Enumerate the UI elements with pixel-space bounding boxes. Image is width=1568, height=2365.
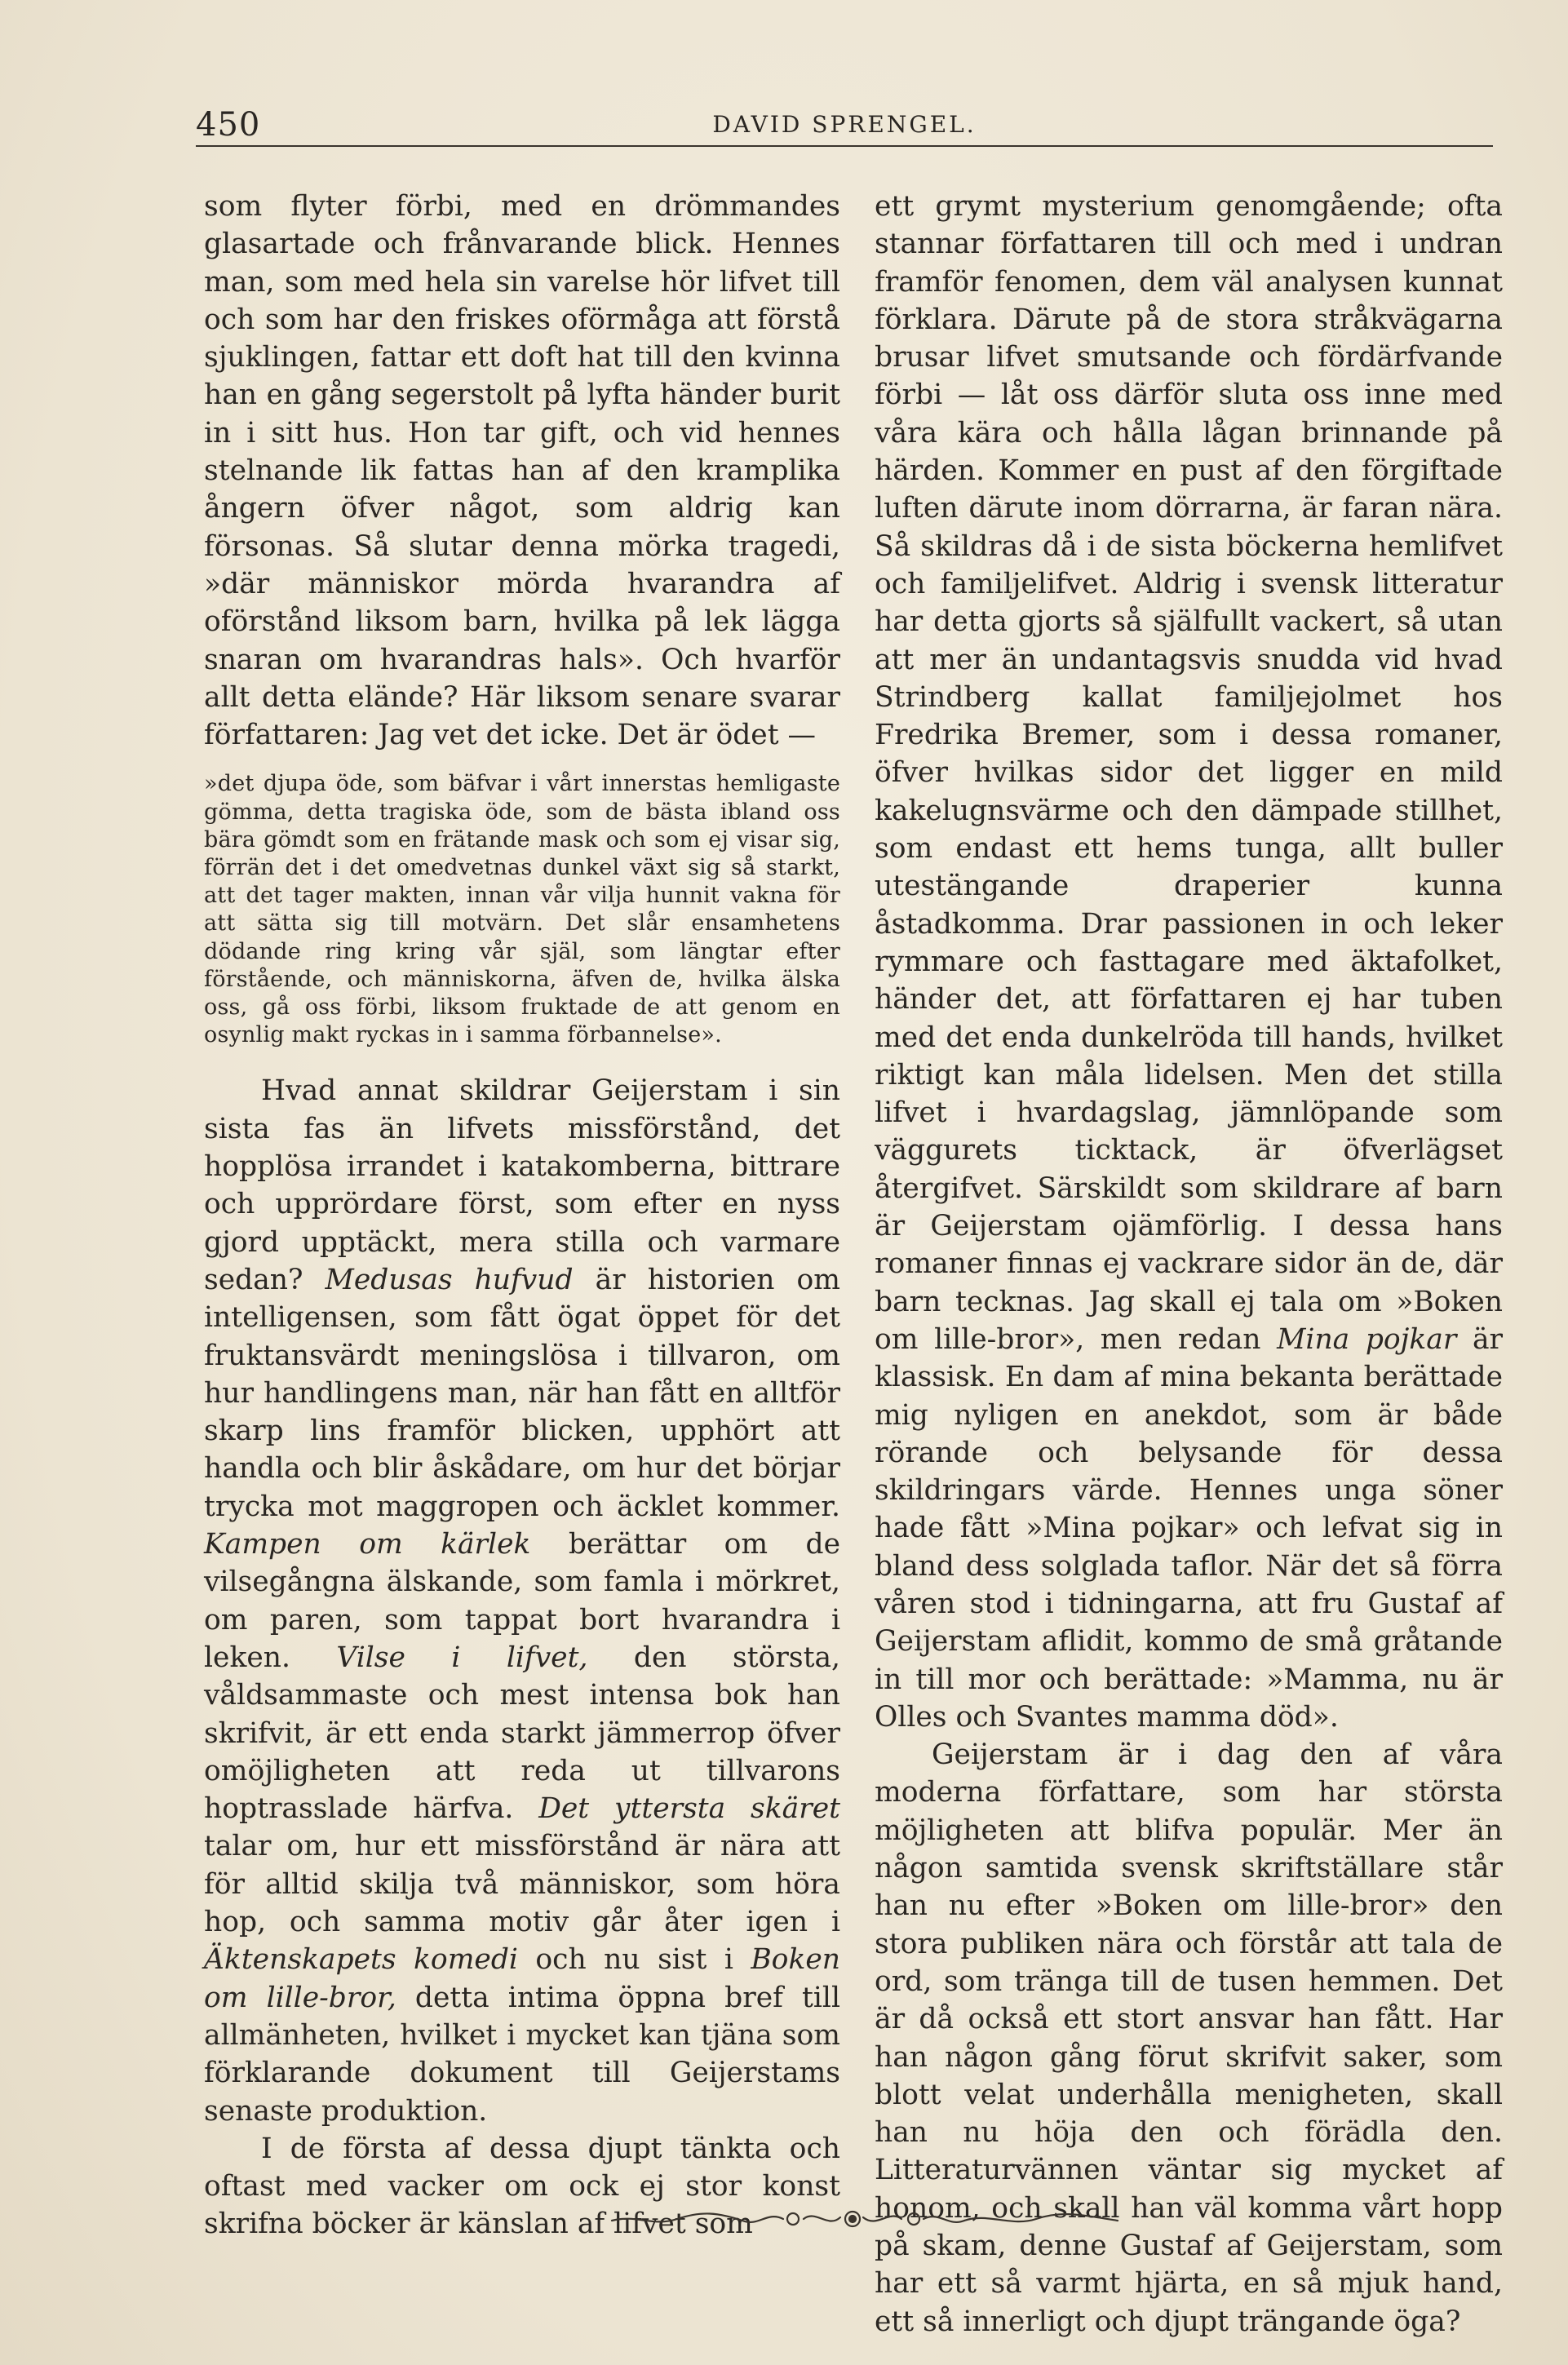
text-run: är historien om intelligensen, som fått ögat öppet för det fruktansvärdt meningslösa i tillvaron, om hur handlingens man, när han fått en alltför skarp lins framför blicken, upphört att handla och blir åskådare, om hur det börjar trycka mot maggropen och äcklet kommer. [204,1263,840,1523]
text-run: den största, våldsammaste och mest intensa bok han skrifvit, är ett enda starkt jämmerrop öfver omöjligheten att reda ut tillvarons hoptrasslade härfva. [204,1641,840,1826]
text-run: Hvad annat skildrar Geijerstam i sin sista fas än lifvets missförstånd, det hopplösa irrandet i katakomberna, bittrare och upprördare först, som efter en nyss gjord upptäckt, mera stilla och varmare sedan? [204,1074,840,1296]
paragraph [875,188,1503,1736]
paragraph: som flyter förbi, med en drömmandes glasartade och frånvarande blick. Hennes man, som med hela sin varelse hör lifvet till och som har den friskes oförmåga att förstå sjuklingen, fattar ett doft hat till den kvinna han en gång segerstolt på lyfta händer burit in i sitt hus. Hon tar gift, och vid hennes stelnande lik fattas han af den kramplika ångern öfver något, som aldrig kan försonas. Så slutar denna mörka tragedi, »där människor mörda hvarandra af oförstånd liksom barn, hvilka på lek lägga snaran om hvarandras hals». Och hvarför allt detta elände? Här liksom senare svarar författaren: Jag vet det icke. Det är ödet — [204,190,840,752]
book-title: Det yttersta skäret [538,1792,840,1826]
running-head [196,106,1493,155]
header-rule [196,145,1493,147]
book-title: Äktenskapets komedi [204,1943,518,1977]
paragraph: I de första af dessa djupt tänkta och oftast med vacker om ock ej stor konst skrifna böcker är känslan af lifvet som [204,2132,840,2241]
book-title: Kampen om kärlek [204,1528,531,1561]
right-column [875,188,1503,2341]
block-quote: »det djupa öde, som bäfvar i vårt innerstas hemligaste gömma, detta tragiska öde, som de bästa ibland oss bära gömdt som en frätande mask och som ej visar sig, förrän det i det omedvetnas dunkel växt sig så starkt, att det tager makten, innan vår vilja hunnit vakna för att sätta sig till motvärn. Det slår ensamhetens dödande ring kring vår själ, som längtar efter förstående, och människorna, äfven de, hvilka älska oss, gå oss förbi, liksom fruktade de att genom en osynlig makt ryckas in i samma förbannelse». [204,771,840,1048]
paragraph: Geijerstam är i dag den af våra moderna författare, som har största möjligheten att blifva populär. Mer än någon samtida svensk skriftställare står han nu efter »Boken om lille-bror» den stora publiken nära och förstår att tala de ord, som tränga till de tusen hemmen. Det är då också ett stort ansvar han fått. Har han någon gång förut skrifvit saker, som blott velat underhålla menigheten, skall han nu höja den och förädla den. Litteraturvännen väntar sig mycket af honom, och skall han väl komma vårt hopp på skam, denne Gustaf af Geijerstam, som har ett så varmt hjärta, en så mjuk hand, ett så innerligt och djupt trängande öga? [875,1738,1503,2338]
left-column [204,188,840,2243]
text-run: detta intima öppna bref till allmänheten, hvilket i mycket kan tjäna som förklarande dokument till Geijerstams senaste produktion. [204,1981,840,2128]
text-run: ett grymt mysterium genomgående; ofta stannar författaren till och med i undran framför fenomen, dem väl analysen kunnat förklara. Därute på de stora stråkvägarna brusar lifvet smutsande och fördärfvande förbi — låt oss därför sluta oss inne med våra kära och hålla lågan brinnande på härden. Kommer en pust af den förgiftade luften därute inom dörrarna, är faran nära. Så skildras då i de sista böckerna hemlifvet och familjelifvet. Aldrig i svensk litteratur har detta gjorts så själfullt vackert, så utan att mer än undantagsvis snudda vid hvad Strindberg kallat familjejolmet hos Fredrika Bremer, som i dessa romaner, öfver hvilkas sidor det ligger en mild kakelugnsvärme och den dämpade stillhet, som endast ett hems tunga, allt buller utestängande draperier kunna åstadkomma. Drar passionen in och leker rymmare och fasttagare med äktafolket, händer det, att författaren ej har tuben med det enda dunkelröda till hands, hvilket riktigt kan måla lidelsen. Men det stilla lifvet i hvardagslag, jämnlöpande som väggurets ticktack, är öfverlägset återgifvet. Särskildt som skildrare af barn är Geijerstam ojämförlig. I dessa hans romaner finnas ej vackrare sidor än de, där barn tecknas. Jag skall ej tala om »Boken om lille-bror», men redan [875,190,1503,1356]
text-run: talar om, hur ett missförstånd är nära att för alltid skilja två människor, som höra hop, och samma motiv går åter igen i [204,1830,840,1939]
page-number: 450 [196,106,261,144]
book-title: Medusas hufvud [325,1263,574,1296]
text-run: och nu sist i [517,1943,751,1977]
book-title: Boken om lille-bror, [204,1943,840,2014]
running-title: DAVID SPRENGEL. [712,111,977,138]
book-title: Vilse i lifvet, [336,1641,588,1674]
text-run: är klassisk. En dam af mina bekanta berättade mig nyligen en anekdot, som är både rörande och belysande för dessa skildringars värde. Hennes unga söner hade fått »Mina pojkar» och lefvat sig in bland dess solglada taflor. När det så förra våren stod i tidningarna, att fru Gustaf af Geijerstam aflidit, kommo de små gråtande in till mor och berättade: »Mamma, nu är Olles och Svantes mamma död». [875,1322,1504,1734]
text-run: berättar om de vilsegångna älskande, som famla i mörkret, om paren, som tappat bort hvarandra i leken. [204,1528,840,1674]
paragraph [204,1072,840,2129]
book-title: Mina pojkar [1277,1322,1457,1356]
ornament-tailpiece-icon [604,2203,1126,2235]
